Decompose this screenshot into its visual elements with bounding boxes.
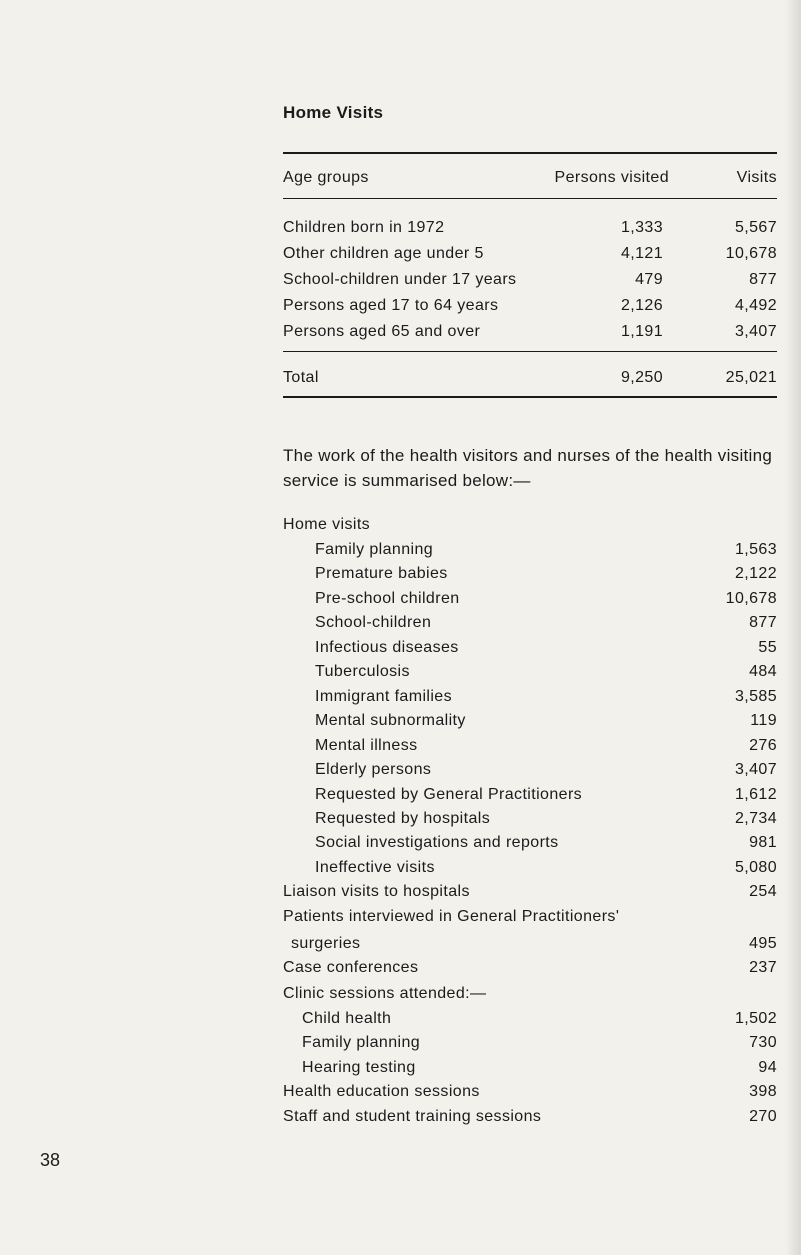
item-value: 2,122 [734, 565, 777, 582]
list-item [283, 1031, 777, 1055]
item-value: 10,678 [725, 590, 777, 607]
item-value: 484 [749, 663, 777, 680]
total-label: Total [283, 369, 319, 386]
intro-paragraph: The work of the health visitors and nurses of the health visiting service is summarised below:— [283, 446, 773, 490]
item-label: Elderly persons [315, 761, 432, 778]
row-age-group: Persons aged 17 to 64 years [283, 297, 499, 314]
item-label: Ineffective visits [315, 859, 435, 876]
row-persons-visited: 4,121 [620, 245, 663, 262]
table-total-row [283, 367, 777, 389]
list-item [283, 880, 777, 904]
table-header-rule [283, 198, 777, 199]
item-label: School-children [315, 614, 432, 631]
item-value: 495 [749, 935, 777, 952]
table-bottom-rule [283, 396, 777, 398]
list-item [283, 982, 777, 1006]
item-label: Family planning [315, 541, 434, 558]
table-row [283, 295, 777, 317]
table-header-row [283, 167, 777, 189]
item-label: Social investigations and reports [315, 834, 559, 851]
row-visits: 4,492 [734, 297, 777, 314]
row-persons-visited: 2,126 [620, 297, 663, 314]
list-item [283, 685, 777, 709]
item-value: 877 [749, 614, 777, 631]
item-label: Family planning [302, 1034, 421, 1051]
list-item [283, 734, 777, 758]
item-value: 270 [749, 1108, 777, 1125]
row-visits: 10,678 [725, 245, 777, 262]
list-item [283, 1105, 777, 1129]
item-label: Pre-school children [315, 590, 460, 607]
row-visits: 3,407 [734, 323, 777, 340]
list-item [283, 758, 777, 782]
item-label: Child health [302, 1010, 392, 1027]
page-number: 38 [40, 1150, 61, 1170]
item-label: Requested by General Practitioners [315, 786, 583, 803]
table-top-rule [283, 152, 777, 154]
list-item [283, 1056, 777, 1080]
list-item [283, 587, 777, 611]
item-value: 2,734 [734, 810, 777, 827]
item-label: Tuberculosis [315, 663, 410, 680]
table-row [283, 217, 777, 239]
item-value: 94 [758, 1059, 777, 1076]
item-label: Infectious diseases [315, 639, 459, 656]
item-label: Mental subnormality [315, 712, 466, 729]
item-label: Requested by hospitals [315, 810, 491, 827]
page-edge-shadow [785, 0, 801, 1255]
row-persons-visited: 1,191 [620, 323, 663, 340]
page-title: Home Visits [283, 103, 384, 122]
total-visits: 25,021 [725, 369, 777, 386]
row-persons-visited: 479 [635, 271, 663, 288]
list-item [283, 856, 777, 880]
list-item [283, 562, 777, 586]
item-label: surgeries [291, 935, 361, 952]
item-label: Mental illness [315, 737, 418, 754]
list-item [283, 807, 777, 831]
list-item [283, 611, 777, 635]
item-value: 398 [749, 1083, 777, 1100]
row-age-group: Other children age under 5 [283, 245, 484, 262]
list-heading [283, 513, 777, 537]
total-persons-visited: 9,250 [620, 369, 663, 386]
item-value: 237 [749, 959, 777, 976]
row-age-group: School-children under 17 years [283, 271, 517, 288]
list-item [283, 538, 777, 562]
list-item [283, 660, 777, 684]
item-value: 1,563 [734, 541, 777, 558]
row-age-group: Children born in 1972 [283, 219, 445, 236]
item-value: 254 [749, 883, 777, 900]
table-row [283, 321, 777, 343]
list-item [283, 636, 777, 660]
item-label: Health education sessions [283, 1083, 480, 1100]
table-total-rule [283, 351, 777, 352]
item-label: Premature babies [315, 565, 448, 582]
item-value: 1,612 [734, 786, 777, 803]
item-value: 119 [750, 712, 777, 729]
item-label: Staff and student training sessions [283, 1108, 542, 1125]
item-value: 3,585 [734, 688, 777, 705]
list-item [283, 1007, 777, 1031]
row-visits: 5,567 [734, 219, 777, 236]
list-item [283, 905, 777, 929]
list-item [283, 1080, 777, 1104]
item-value: 981 [749, 834, 777, 851]
header-visits: Visits [736, 169, 777, 186]
item-value: 1,502 [734, 1010, 777, 1027]
list-item [283, 956, 777, 980]
item-label: Patients interviewed in General Practitioners' [283, 908, 620, 925]
item-value: 3,407 [734, 761, 777, 778]
item-value: 730 [749, 1034, 777, 1051]
list-item [283, 709, 777, 733]
row-persons-visited: 1,333 [620, 219, 663, 236]
item-label: Immigrant families [315, 688, 453, 705]
item-value: 55 [758, 639, 777, 656]
table-row [283, 269, 777, 291]
row-age-group: Persons aged 65 and over [283, 323, 481, 340]
item-label: Liaison visits to hospitals [283, 883, 470, 900]
home-visits-heading: Home visits [283, 516, 371, 533]
item-label: Hearing testing [302, 1059, 416, 1076]
item-value: 5,080 [734, 859, 777, 876]
item-label: Case conferences [283, 959, 419, 976]
header-persons-visited: Persons visited [554, 169, 669, 186]
item-value: 276 [749, 737, 777, 754]
list-item [283, 783, 777, 807]
list-item [283, 932, 777, 956]
clinic-sessions-heading: Clinic sessions attended:— [283, 985, 487, 1002]
table-row [283, 243, 777, 265]
header-age-groups: Age groups [283, 169, 369, 186]
row-visits: 877 [749, 271, 777, 288]
list-item [283, 831, 777, 855]
